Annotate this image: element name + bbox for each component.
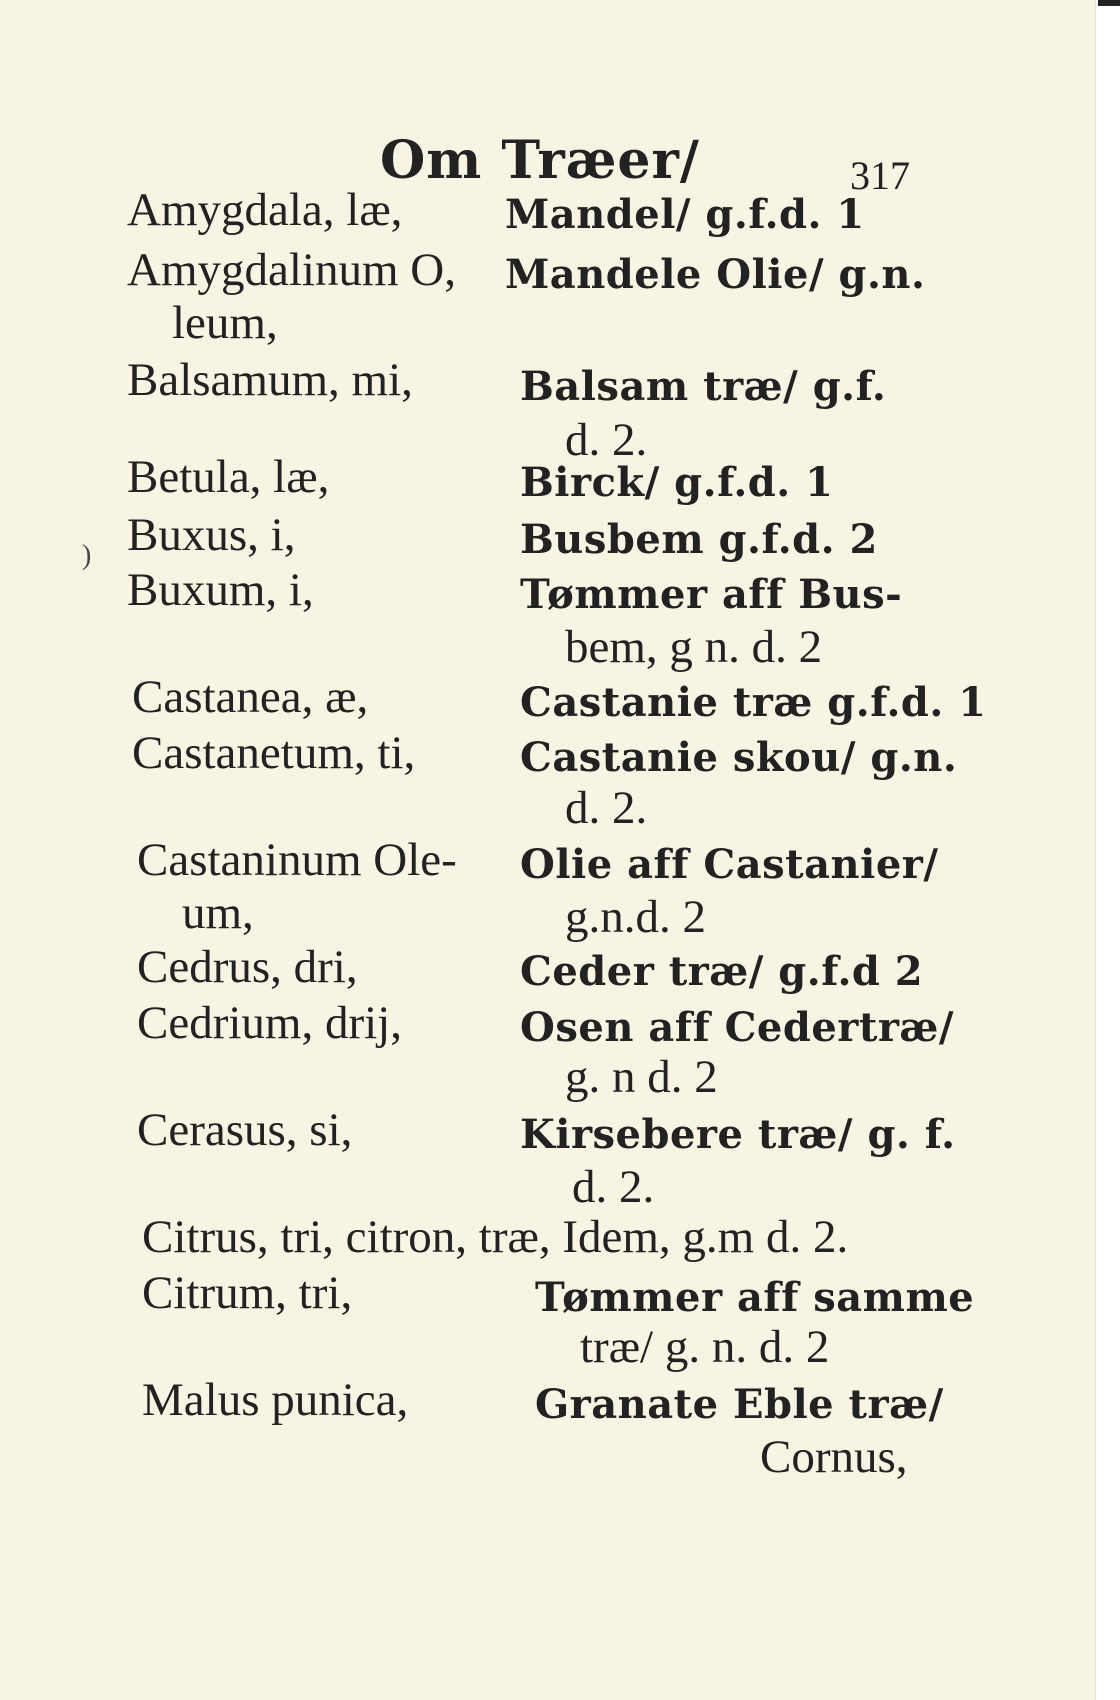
latin-term: um, — [182, 887, 254, 939]
stray-mark: ) — [82, 540, 92, 571]
page-number: 317 — [850, 153, 910, 198]
latin-term: Castanetum, ti, — [132, 727, 416, 779]
latin-term: g. n d. 2 — [565, 1051, 718, 1103]
latin-term: g.n.d. 2 — [565, 891, 706, 943]
latin-term: Castaninum Ole- — [137, 834, 457, 886]
danish-gloss: Birck/ g.f.d. 1 — [520, 459, 834, 506]
danish-gloss: Tømmer aff samme — [535, 1274, 975, 1321]
latin-term: Citrum, tri, — [142, 1267, 353, 1319]
latin-term: Cornus, — [760, 1431, 908, 1483]
latin-term: Cedrium, drij, — [137, 997, 402, 1049]
scan-edge-strip — [1095, 0, 1120, 1700]
latin-term: Cerasus, si, — [137, 1104, 353, 1156]
danish-gloss: Mandele Olie/ g.n. — [505, 251, 926, 298]
danish-gloss: Balsam træ/ g.f. — [520, 363, 887, 410]
danish-gloss: Osen aff Cedertræ/ — [520, 1004, 955, 1051]
page-header-title: Om Træer/ — [380, 130, 700, 191]
danish-gloss: Mandel/ g.f.d. 1 — [505, 191, 865, 238]
latin-term: d. 2. — [572, 1161, 655, 1213]
latin-term: d. 2. — [565, 414, 648, 466]
danish-gloss: Castanie skou/ g.n. — [520, 734, 958, 781]
latin-term: Betula, læ, — [127, 451, 330, 503]
latin-term: bem, g n. d. 2 — [565, 621, 823, 673]
danish-gloss: Busbem g.f.d. 2 — [520, 516, 878, 563]
danish-gloss: Ceder træ/ g.f.d 2 — [520, 948, 924, 995]
latin-term: træ/ g. n. d. 2 — [580, 1321, 830, 1373]
danish-gloss: Castanie træ g.f.d. 1 — [520, 679, 987, 726]
latin-term: Castanea, æ, — [132, 671, 369, 723]
latin-term: Amygdala, læ, — [127, 184, 403, 236]
latin-term: leum, — [172, 297, 278, 349]
latin-term: d. 2. — [565, 782, 648, 834]
latin-term: Citrus, tri, citron, træ, Idem, g.m d. 2. — [142, 1211, 849, 1263]
latin-term: Buxus, i, — [127, 509, 296, 561]
latin-term: Amygdalinum O, — [127, 244, 456, 296]
danish-gloss: Tømmer aff Bus- — [520, 571, 903, 618]
danish-gloss: Granate Eble træ/ — [535, 1381, 944, 1428]
latin-term: Malus punica, — [142, 1374, 409, 1426]
scan-edge-mark — [1098, 0, 1120, 6]
danish-gloss: Olie aff Castanier/ — [520, 841, 939, 888]
latin-term: Buxum, i, — [127, 564, 314, 616]
latin-term: Cedrus, dri, — [137, 941, 358, 993]
danish-gloss: Kirsebere træ/ g. f. — [520, 1111, 956, 1158]
latin-term: Balsamum, mi, — [127, 354, 413, 406]
